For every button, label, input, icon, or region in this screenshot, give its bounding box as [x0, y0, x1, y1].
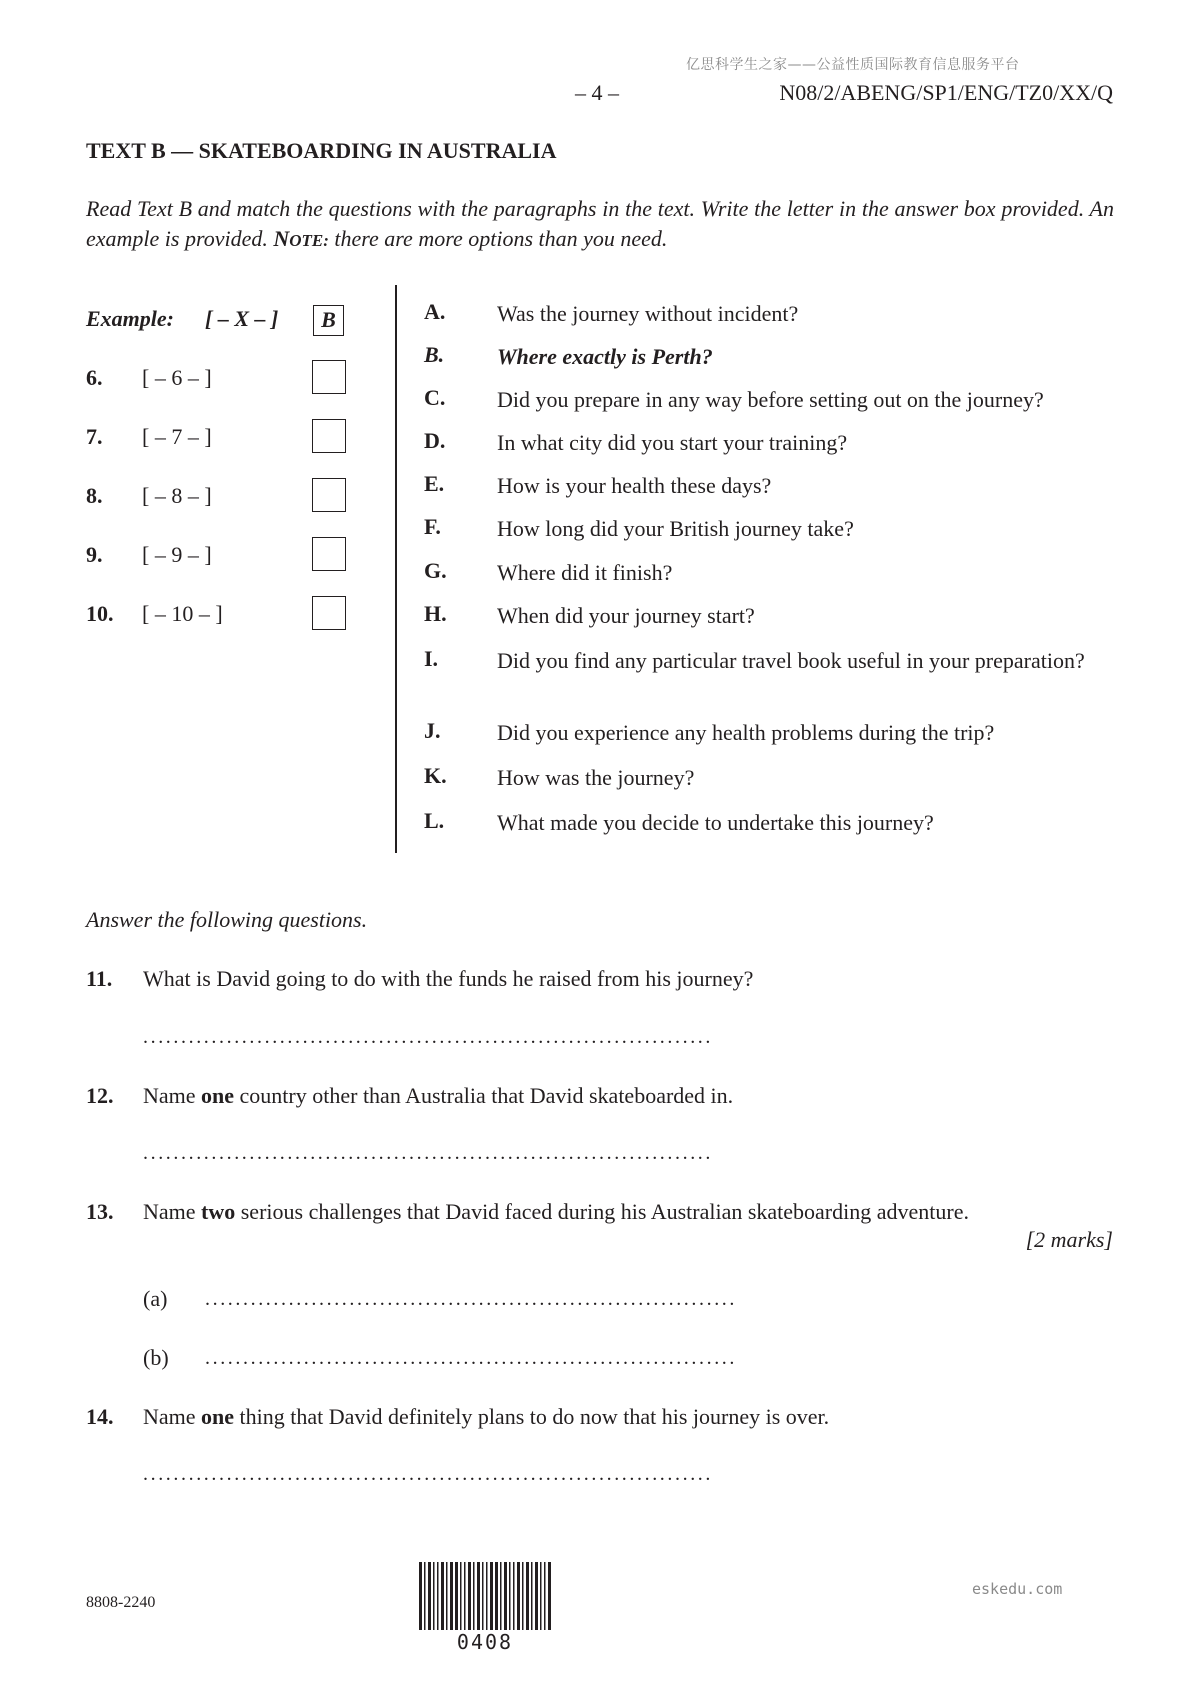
questions-intro: Answer the following questions. [86, 907, 368, 932]
marks-label: [2 marks] [1025, 1227, 1113, 1252]
instruction-part-1: Read Text B and match the questions with the paragraphs in the text. Write the letter in the answer box provided. An example is provided. [86, 196, 1114, 251]
question-text: Name one thing that David definitely plans to do now that his journey is over. [143, 1404, 830, 1429]
answer-box-8[interactable] [312, 478, 346, 512]
option-letter: D. [424, 428, 446, 453]
option-letter: E. [424, 471, 445, 496]
item-number: 7. [86, 424, 103, 449]
section-title: TEXT B — SKATEBOARDING IN AUSTRALIA [86, 138, 557, 163]
barcode [419, 1562, 551, 1630]
page-number: – 4 – [575, 80, 619, 105]
question-text: What is David going to do with the funds he raised from his journey? [143, 966, 754, 991]
item-ref: [ – 9 – ] [142, 542, 212, 567]
option-letter: B. [424, 342, 445, 367]
option-letter: A. [424, 299, 446, 324]
question-number: 14. [86, 1404, 114, 1429]
item-number: 6. [86, 365, 103, 390]
option-letter: F. [424, 514, 441, 539]
answer-box-6[interactable] [312, 360, 346, 394]
option-text: Where did it finish? [497, 560, 673, 585]
option-letter: K. [424, 763, 447, 788]
item-ref: [ – 8 – ] [142, 483, 212, 508]
option-text: Was the journey without incident? [497, 301, 799, 326]
example-ref: [ – X – ] [205, 306, 279, 331]
watermark-footer: eskedu.com [972, 1580, 1063, 1598]
option-text: How is your health these days? [497, 473, 772, 498]
item-ref: [ – 7 – ] [142, 424, 212, 449]
paper-code: N08/2/ABENG/SP1/ENG/TZ0/XX/Q [779, 80, 1113, 105]
item-number: 9. [86, 542, 103, 567]
question-text: Name one country other than Australia that David skateboarded in. [143, 1083, 734, 1108]
barcode-number: 0408 [456, 1630, 514, 1654]
answer-line-13a[interactable]: ...................................................................... [205, 1288, 737, 1310]
question-number: 13. [86, 1199, 114, 1224]
option-text: What made you decide to undertake this journey? [497, 810, 934, 835]
example-label: Example: [86, 306, 174, 331]
answer-line-14[interactable]: ........................................................................... [143, 1463, 713, 1485]
option-text: How long did your British journey take? [497, 516, 854, 541]
footer-code: 8808-2240 [86, 1594, 156, 1611]
option-text: Did you find any particular travel book useful in your preparation? [497, 648, 1085, 673]
answer-line-11[interactable]: ........................................................................... [143, 1026, 713, 1048]
question-number: 11. [86, 966, 113, 991]
example-answer-box: B [313, 305, 344, 336]
instruction-part-2: there are more options than you need. [328, 226, 668, 251]
option-letter: L. [424, 808, 445, 833]
option-text: When did your journey start? [497, 603, 755, 628]
answer-box-10[interactable] [312, 596, 346, 630]
option-letter: J. [424, 718, 441, 743]
question-number: 12. [86, 1083, 114, 1108]
answer-box-7[interactable] [312, 419, 346, 453]
option-letter: H. [424, 601, 447, 626]
item-ref: [ – 10 – ] [142, 601, 223, 626]
option-letter: I. [424, 646, 439, 671]
option-text: Did you prepare in any way before setting out on the journey? [497, 387, 1044, 412]
sub-label-a: (a) [143, 1286, 168, 1311]
watermark-header: 亿思科学生之家——公益性质国际教育信息服务平台 [686, 57, 1020, 73]
option-letter: G. [424, 558, 447, 583]
item-number: 10. [86, 601, 114, 626]
option-text: How was the journey? [497, 765, 695, 790]
item-ref: [ – 6 – ] [142, 365, 212, 390]
option-text: Where exactly is Perth? [497, 344, 713, 369]
item-number: 8. [86, 483, 103, 508]
instructions [86, 194, 1114, 256]
column-divider [395, 285, 397, 853]
answer-line-12[interactable]: ........................................................................... [143, 1142, 713, 1164]
option-letter: C. [424, 385, 446, 410]
answer-line-13b[interactable]: ...................................................................... [205, 1347, 737, 1369]
option-text: In what city did you start your training? [497, 430, 848, 455]
option-text: Did you experience any health problems during the trip? [497, 720, 995, 745]
note-label: NOTE: [273, 226, 329, 251]
question-text: Name two serious challenges that David faced during his Australian skateboarding adventure. [143, 1199, 969, 1224]
answer-box-9[interactable] [312, 537, 346, 571]
sub-label-b: (b) [143, 1345, 169, 1370]
